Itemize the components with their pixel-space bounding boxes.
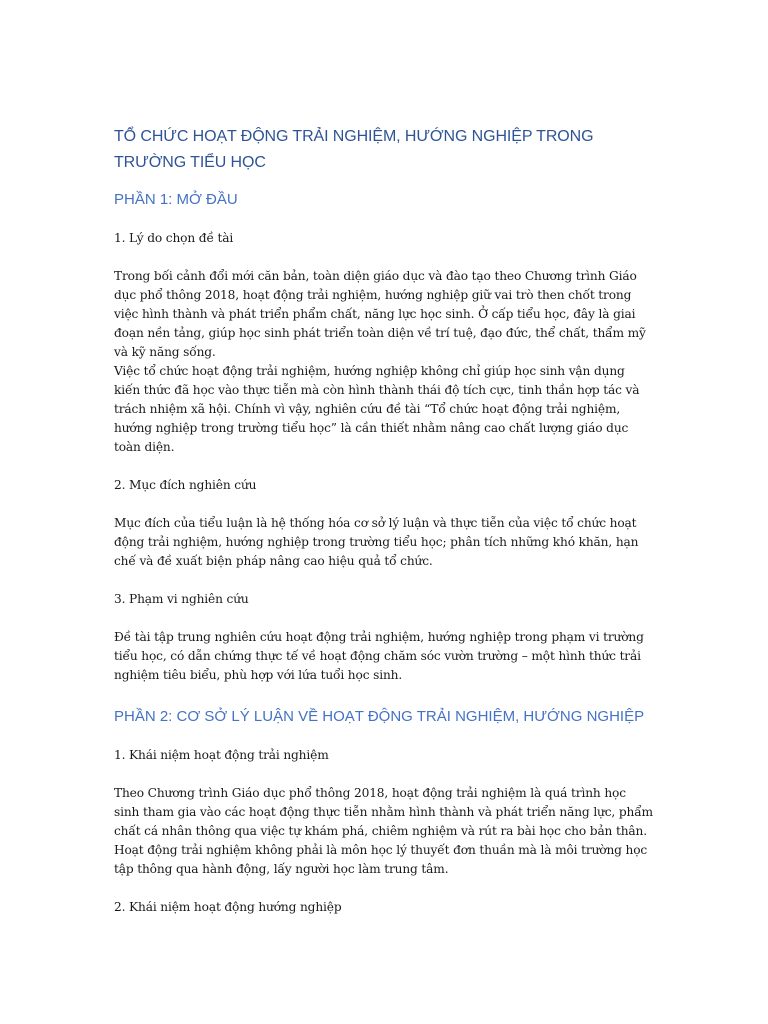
section-1-1-heading: 1. Lý do chọn đề tài <box>114 231 234 245</box>
section-1-2-body <box>114 514 654 571</box>
section-2-1-heading: 1. Khái niệm hoạt động trải nghiệm <box>114 748 329 762</box>
paragraph: Mục đích của tiểu luận là hệ thống hóa cơ sở lý luận và thực tiễn của việc tổ chức hoạt động trải nghiệm, hướng nghiệp trong trường tiểu học; phân tích những khó khăn, hạn chế và đề xuất biện pháp nâng cao hiệu quả tổ chức. <box>114 516 639 568</box>
section-1-3-body <box>114 628 654 685</box>
section-1-2-heading: 2. Mục đích nghiên cứu <box>114 478 257 492</box>
part-1-heading: PHẦN 1: MỞ ĐẦU <box>114 191 238 208</box>
paragraph: Hoạt động trải nghiệm không phải là môn học lý thuyết đơn thuần mà là môi trường học tập thông qua hành động, lấy người học làm trung tâm. <box>114 843 648 876</box>
paragraph: Trong bối cảnh đổi mới căn bản, toàn diện giáo dục và đào tạo theo Chương trình Giáo dục phổ thông 2018, hoạt động trải nghiệm, hướng nghiệp giữ vai trò then chốt trong việc hình thành và phát triển phẩm chất, năng lực học sinh. Ở cấp tiểu học, đây là giai đoạn nền tảng, giúp học sinh phát triển toàn diện về trí tuệ, đạo đức, thể chất, thẩm mỹ và kỹ năng sống. <box>114 269 646 359</box>
document-page <box>114 124 654 917</box>
section-1-3-heading: 3. Phạm vi nghiên cứu <box>114 592 249 606</box>
paragraph: Việc tổ chức hoạt động trải nghiệm, hướng nghiệp không chỉ giúp học sinh vận dụng kiến thức đã học vào thực tiễn mà còn hình thành thái độ tích cực, tinh thần hợp tác và trách nhiệm xã hội. Chính vì vậy, nghiên cứu đề tài “Tổ chức hoạt động trải nghiệm, hướng nghiệp trong trường tiểu học” là cần thiết nhằm nâng cao chất lượng giáo dục toàn diện. <box>114 364 640 454</box>
section-1-1-body <box>114 267 654 457</box>
paragraph: Theo Chương trình Giáo dục phổ thông 2018, hoạt động trải nghiệm là quá trình học sinh tham gia vào các hoạt động thực tiễn nhằm hình thành và phát triển năng lực, phẩm chất cá nhân thông qua việc tự khám phá, chiêm nghiệm và rút ra bài học cho bản thân. <box>114 786 653 838</box>
part-2-heading: PHẦN 2: CƠ SỞ LÝ LUẬN VỀ HOẠT ĐỘNG TRẢI NGHIỆM, HƯỚNG NGHIỆP <box>114 708 645 725</box>
section-2-1-body <box>114 784 654 879</box>
section-2-2-heading: 2. Khái niệm hoạt động hướng nghiệp <box>114 900 342 914</box>
document-title: TỔ CHỨC HOẠT ĐỘNG TRẢI NGHIỆM, HƯỚNG NGHIỆP TRONG TRƯỜNG TIỂU HỌC <box>114 128 594 171</box>
paragraph: Đề tài tập trung nghiên cứu hoạt động trải nghiệm, hướng nghiệp trong phạm vi trường tiểu học, có dẫn chứng thực tế về hoạt động chăm sóc vườn trường – một hình thức trải nghiệm tiêu biểu, phù hợp với lứa tuổi học sinh. <box>114 630 644 682</box>
